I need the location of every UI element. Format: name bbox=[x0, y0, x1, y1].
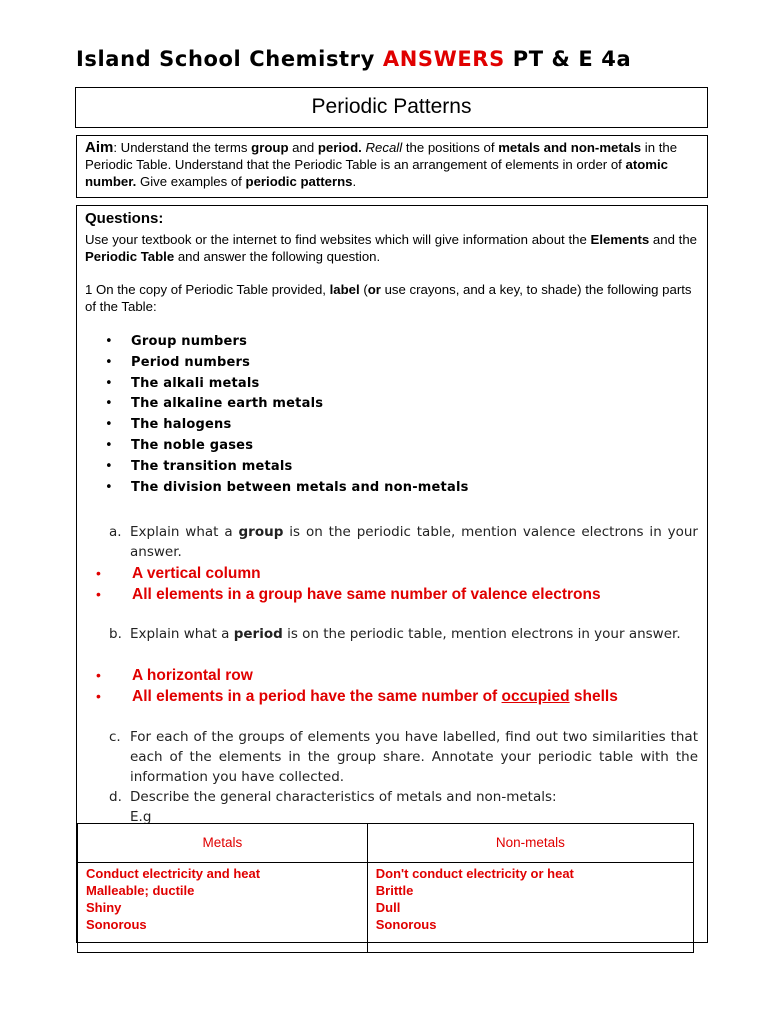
metal-property: Conduct electricity and heat bbox=[86, 866, 261, 881]
metals-nonmetals-table bbox=[77, 823, 694, 953]
question-1 bbox=[85, 281, 697, 315]
bullet-icon: • bbox=[105, 417, 113, 433]
aim-text: . bbox=[352, 174, 357, 189]
intro-periodic-table: Periodic Table bbox=[85, 249, 175, 264]
question-a bbox=[109, 522, 698, 562]
nonmetal-property: Brittle bbox=[375, 883, 414, 898]
aim-label: Aim bbox=[85, 139, 114, 156]
intro-elements: Elements bbox=[590, 232, 650, 247]
nonmetal-property: Don't conduct electricity or heat bbox=[375, 866, 574, 881]
bullet-icon: • bbox=[105, 396, 113, 412]
question-term: period bbox=[233, 626, 283, 642]
bullet-icon: • bbox=[96, 688, 101, 704]
list-item-label: The alkali metals bbox=[131, 375, 260, 391]
q1-label: label bbox=[329, 282, 360, 297]
intro-text: Use your textbook or the internet to find websites which will give information about the bbox=[85, 232, 591, 247]
answer-part: shells bbox=[569, 688, 618, 705]
nonmetals-cell bbox=[367, 863, 693, 953]
answer-part: All elements in a period have the same number of bbox=[132, 688, 502, 705]
label-list bbox=[77, 334, 469, 500]
question-term: group bbox=[238, 524, 284, 540]
header-answers: ANSWERS bbox=[382, 47, 505, 71]
answer-a-1 bbox=[96, 563, 696, 584]
questions-box bbox=[76, 205, 708, 943]
list-item-label: The division between metals and non-metals bbox=[131, 479, 469, 495]
question-d-text bbox=[109, 787, 698, 827]
metal-property: Sonorous bbox=[86, 917, 147, 932]
question-text: is on the periodic table, mention electrons in your answer. bbox=[282, 626, 681, 642]
question-text: Describe the general characteristics of metals and non-metals: bbox=[130, 789, 557, 805]
table-row bbox=[78, 863, 694, 953]
list-item-label: The transition metals bbox=[131, 458, 293, 474]
question-letter: a. bbox=[109, 524, 122, 540]
answer-b-2 bbox=[96, 686, 696, 707]
list-item-label: The halogens bbox=[131, 417, 232, 433]
question-text: Explain what a bbox=[130, 626, 234, 642]
answer-text bbox=[96, 688, 618, 705]
bullet-icon: • bbox=[96, 586, 101, 602]
worksheet-header bbox=[76, 47, 631, 71]
list-item bbox=[77, 355, 469, 376]
bullet-icon: • bbox=[105, 479, 113, 495]
q1-text: use crayons, and a key, to shade) the following parts of the Table: bbox=[85, 282, 692, 314]
aim-recall: Recall bbox=[365, 140, 403, 155]
aim-text: and bbox=[288, 140, 318, 155]
intro-text: and the bbox=[649, 232, 697, 247]
question-c bbox=[109, 727, 698, 787]
aim-text: the positions of bbox=[402, 140, 499, 155]
intro-text: and answer the following question. bbox=[174, 249, 381, 264]
aim-term-atomic-number: atomic number. bbox=[85, 157, 669, 189]
bullet-icon: • bbox=[105, 458, 113, 474]
question-letter: d. bbox=[109, 789, 122, 805]
list-item-label: The noble gases bbox=[131, 437, 254, 453]
table-header-row bbox=[78, 824, 694, 863]
bullet-icon: • bbox=[96, 667, 101, 683]
answer-a-2 bbox=[96, 584, 696, 605]
header-prefix: Island School Chemistry bbox=[76, 47, 383, 71]
question-b-text bbox=[109, 624, 698, 644]
q1-text: 1 On the copy of Periodic Table provided, bbox=[85, 282, 330, 297]
list-item bbox=[77, 396, 469, 417]
bullet-icon: • bbox=[105, 375, 113, 391]
aim-term-metals: metals and non-metals bbox=[498, 140, 642, 155]
aim-text: in the Periodic Table. Understand that the Periodic Table is an arrangement of elements in order of bbox=[85, 140, 678, 172]
aim-text: : Understand the terms bbox=[113, 140, 252, 155]
header-suffix: PT & E 4a bbox=[504, 47, 632, 71]
nonmetal-property: Dull bbox=[375, 900, 401, 915]
list-item bbox=[77, 438, 469, 459]
q1-or: or bbox=[367, 282, 381, 297]
question-b bbox=[109, 624, 698, 644]
questions-intro bbox=[85, 231, 697, 265]
question-letter: c. bbox=[109, 729, 121, 745]
nonmetal-property: Sonorous bbox=[375, 917, 437, 932]
metals-cell bbox=[78, 863, 368, 953]
list-item bbox=[77, 376, 469, 397]
list-item-label: Group numbers bbox=[131, 334, 248, 349]
list-item bbox=[77, 480, 469, 501]
question-eg: E.g bbox=[130, 809, 152, 825]
question-c-text: For each of the groups of elements you have labelled, find out two similarities that each of the elements in the group share. Annotate your periodic table with the information you have collected. bbox=[130, 729, 698, 785]
aim-term-periodic-patterns: periodic patterns bbox=[245, 174, 353, 189]
aim-term-period: period. bbox=[317, 140, 362, 155]
metal-property: Shiny bbox=[86, 900, 122, 915]
list-item bbox=[77, 417, 469, 438]
question-d bbox=[109, 787, 698, 827]
bullet-icon: • bbox=[105, 354, 113, 370]
column-header-metals: Metals bbox=[78, 824, 368, 863]
bullet-icon: • bbox=[105, 437, 113, 453]
list-item-label: Period numbers bbox=[131, 354, 251, 370]
page-title: Periodic Patterns bbox=[75, 87, 708, 128]
question-a-text bbox=[109, 522, 698, 562]
aim-box bbox=[76, 135, 708, 198]
question-letter: b. bbox=[109, 626, 122, 642]
aim-term-group: group bbox=[251, 140, 289, 155]
answer-b-1 bbox=[96, 665, 696, 686]
list-item bbox=[77, 459, 469, 480]
metal-property: Malleable; ductile bbox=[86, 883, 195, 898]
answer-text: A horizontal row bbox=[132, 667, 253, 684]
aim-text: Give examples of bbox=[136, 174, 246, 189]
question-text: Explain what a bbox=[130, 524, 239, 540]
answer-text: A vertical column bbox=[132, 565, 261, 582]
question-text: is on the periodic table, mention valence electrons in your answer. bbox=[130, 524, 698, 560]
answer-underlined: occupied bbox=[501, 688, 570, 705]
questions-heading: Questions: bbox=[85, 210, 164, 227]
list-item-label: The alkaline earth metals bbox=[131, 396, 324, 412]
bullet-icon: • bbox=[96, 565, 101, 581]
answer-text: All elements in a group have same number of valence electrons bbox=[132, 586, 601, 603]
q1-text: ( bbox=[359, 282, 368, 297]
column-header-nonmetals: Non-metals bbox=[367, 824, 693, 863]
list-item bbox=[77, 334, 469, 355]
bullet-icon: • bbox=[105, 334, 113, 349]
